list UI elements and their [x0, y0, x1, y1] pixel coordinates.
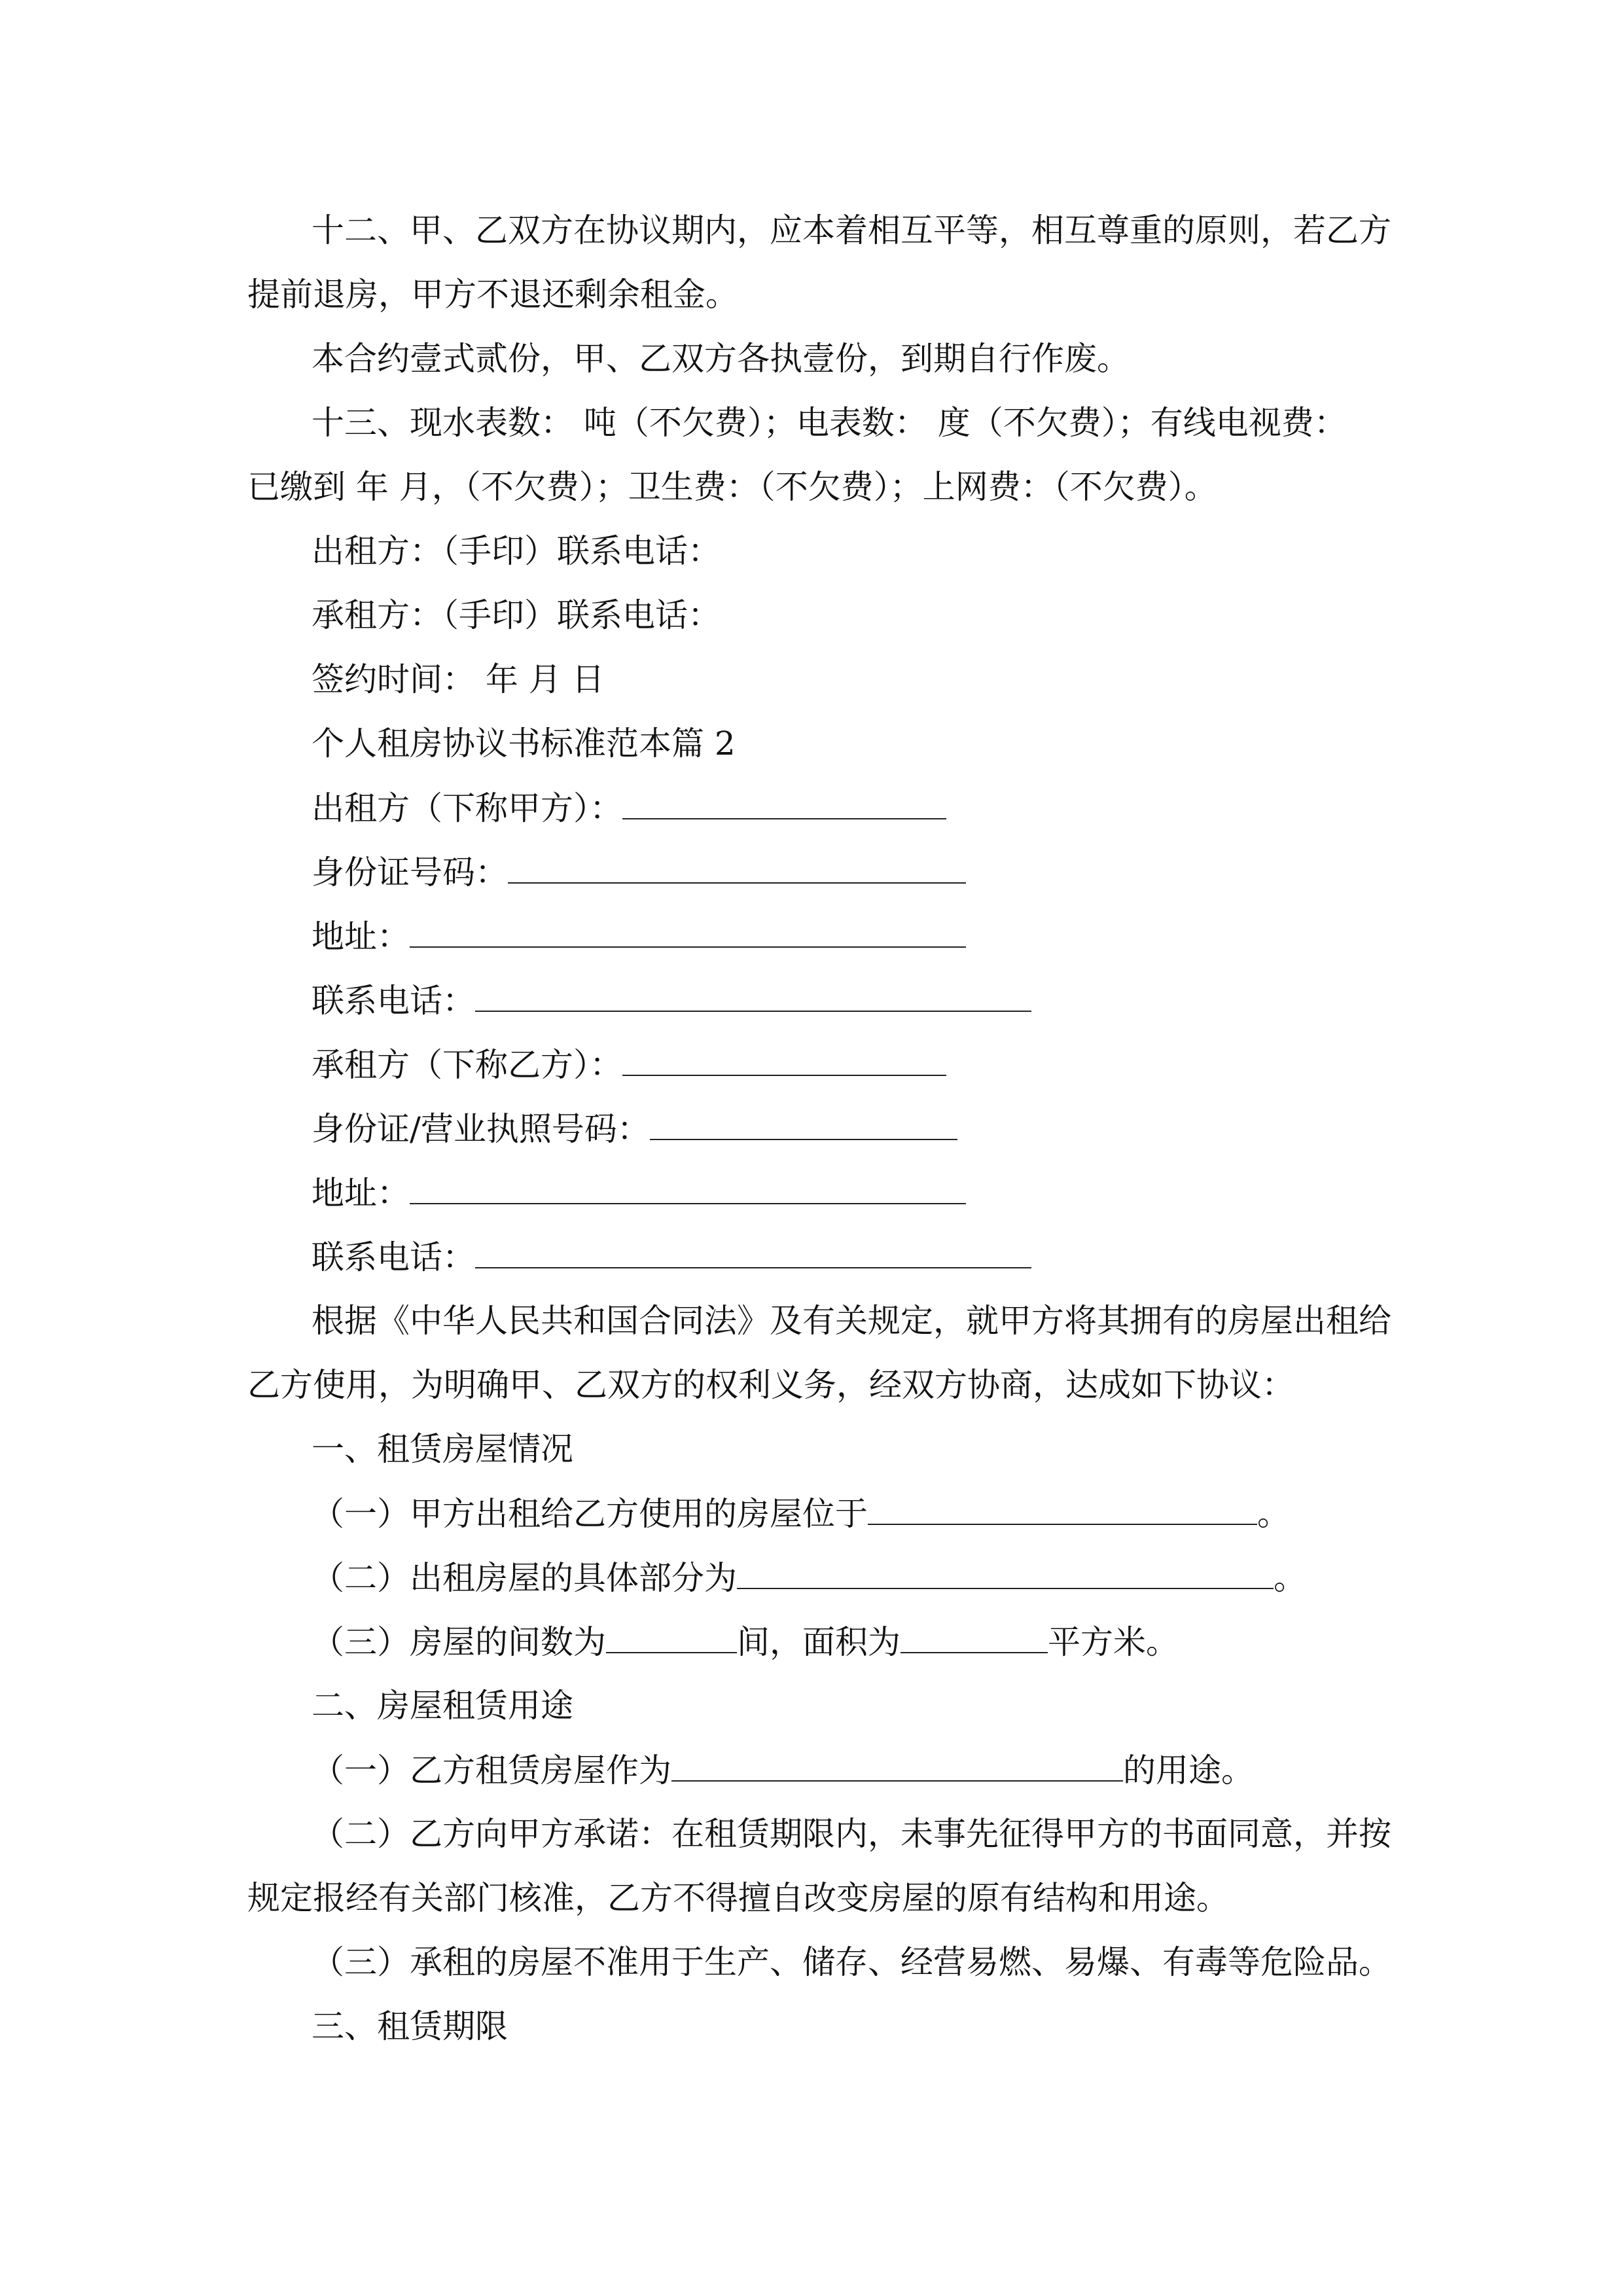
clause-text: （一）乙方租赁房屋作为	[312, 1751, 671, 1789]
blank-line	[410, 1173, 966, 1204]
party-b-phone-field	[312, 1237, 1031, 1277]
sign-date-line: 签约时间： 年 月 日	[312, 660, 605, 698]
blank-line	[868, 1494, 1257, 1525]
article-2-clause-3: （三）承租的房屋不准用于生产、储存、经营易燃、易爆、有毒等危险品。	[312, 1943, 1391, 1981]
party-b-id-field	[312, 1109, 957, 1149]
clause-text: 。	[1274, 1559, 1306, 1597]
blank-line	[410, 916, 966, 948]
clause-text: （一）甲方出租给乙方使用的房屋位于	[312, 1495, 868, 1533]
blank-line	[622, 1045, 946, 1076]
article-1-clause-2	[312, 1558, 1306, 1598]
lessee-signature-line: 承租方：（手印）联系电话：	[312, 596, 721, 634]
blank-line	[508, 852, 966, 884]
clause-text: （二）出租房屋的具体部分为	[312, 1559, 737, 1597]
blank-line	[671, 1750, 1123, 1782]
party-a-name-field	[312, 788, 946, 828]
field-label: 身份证号码：	[312, 853, 508, 891]
clause-13-line2: 已缴到 年 月，（不欠费）；卫生费：（不欠费）；上网费：（不欠费）。	[247, 468, 1217, 506]
section-title: 个人租房协议书标准范本篇 2	[312, 725, 736, 762]
clause-text: 平方米。	[1048, 1623, 1179, 1661]
blank-line	[475, 1237, 1031, 1268]
party-b-name-field	[312, 1045, 946, 1085]
article-2-clause-2-line2: 规定报经有关部门核准，乙方不得擅自改变房屋的原有结构和用途。	[247, 1879, 1229, 1917]
field-label: 联系电话：	[312, 982, 475, 1020]
copies-clause: 本合约壹式贰份，甲、乙双方各执壹份，到期自行作废。	[312, 340, 1130, 378]
preamble-line1: 根据《中华人民共和国合同法》及有关规定，就甲方将其拥有的房屋出租给	[312, 1302, 1391, 1340]
article-2-clause-1	[312, 1750, 1254, 1790]
party-a-phone-field	[312, 980, 1031, 1020]
article-1-clause-1	[312, 1494, 1290, 1534]
party-b-address-field	[312, 1173, 966, 1213]
article-1-clause-3	[312, 1622, 1179, 1662]
blank-line	[901, 1622, 1048, 1653]
blank-line	[737, 1558, 1274, 1589]
clause-text: 间，面积为	[737, 1623, 901, 1661]
party-a-id-field	[312, 852, 966, 892]
article-2-clause-2-line1: （二）乙方向甲方承诺：在租赁期限内，未事先征得甲方的书面同意，并按	[312, 1815, 1391, 1853]
clause-text: （三）房屋的间数为	[312, 1623, 606, 1661]
blank-line	[475, 980, 1031, 1012]
clause-12-line1: 十二、甲、乙双方在协议期内，应本着相互平等，相互尊重的原则，若乙方	[312, 211, 1391, 249]
article-1-title: 一、租赁房屋情况	[312, 1430, 573, 1468]
field-label: 地址：	[312, 918, 410, 956]
clause-13-line1: 十三、现水表数： 吨（不欠费）；电表数： 度（不欠费）；有线电视费：	[312, 404, 1347, 442]
blank-line	[606, 1622, 737, 1653]
preamble-line2: 乙方使用，为明确甲、乙双方的权利义务，经双方协商，达成如下协议：	[247, 1366, 1294, 1404]
clause-text: 的用途。	[1123, 1751, 1254, 1789]
field-label: 地址：	[312, 1174, 410, 1212]
article-2-title: 二、房屋租赁用途	[312, 1687, 573, 1725]
field-label: 出租方（下称甲方）：	[312, 789, 622, 827]
party-a-address-field	[312, 916, 966, 956]
blank-line	[650, 1109, 957, 1140]
blank-line	[622, 788, 946, 819]
field-label: 承租方（下称乙方）：	[312, 1046, 622, 1084]
lessor-signature-line: 出租方：（手印）联系电话：	[312, 532, 721, 570]
field-label: 身份证/营业执照号码：	[312, 1110, 650, 1148]
article-3-title: 三、租赁期限	[312, 2007, 508, 2045]
clause-text: 。	[1257, 1495, 1290, 1533]
field-label: 联系电话：	[312, 1238, 475, 1276]
clause-12-line2: 提前退房，甲方不退还剩余租金。	[247, 276, 738, 314]
